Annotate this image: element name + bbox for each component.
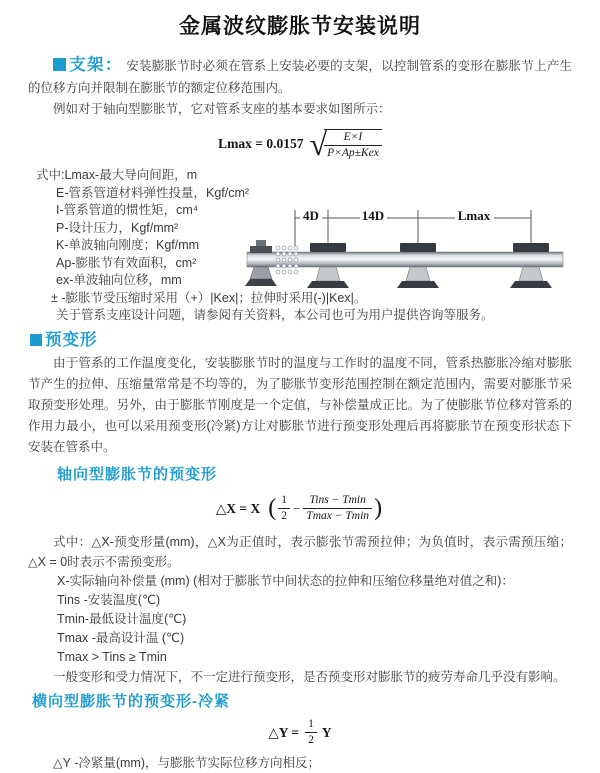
support-section-heading [53, 56, 122, 74]
temp-numerator: Tins − Tmin [303, 494, 372, 509]
formula-lateral [0, 715, 600, 751]
dim-label-4d: 4D [303, 208, 319, 223]
axial-item: Tmin-最低设计温度(℃) [57, 611, 187, 626]
axial-formula-lhs: △X = X [215, 500, 261, 516]
dim-label-lmax: Lmax [457, 208, 491, 223]
support-example-line: 例如对于轴向型膨胀节，它对管系支座的基本要求如图所示： [53, 102, 391, 116]
axial-note: 一般变形和受力情况下，不一定进行预变形，是否预变形对膨胀节的疲劳寿命几乎没有影响。 [53, 669, 566, 684]
predeform-section-heading [30, 329, 600, 351]
lateral-explanation: △Y -冷紧量(mm)，与膨胀节实际位移方向相反； [53, 755, 321, 770]
dimension-lines [295, 210, 531, 247]
definition-line: K-单波轴向刚度；Kgf/mm [56, 238, 200, 252]
radical-sign: √ [309, 126, 328, 162]
definition-line: Ap-膨胀节有效面积，cm² [56, 255, 197, 270]
half-denominator: 2 [281, 510, 287, 522]
definition-line: 式中:Lmax-最大导向间距，m [36, 168, 198, 182]
lateral-formula-lhs: △Y = [268, 724, 300, 740]
half-numerator: 1 [278, 494, 290, 509]
predeform-body: 由于管系的工作温度变化，安装膨胀节时的温度与工作时的温度不同，管系热膨胀冷缩对膨胀节产生的拉伸、压缩量常常是不均等的，为了膨胀节变形范围控制在额定范围内，需要对膨胀节采取预变形处理。另外，由于膨胀节刚度是一个定值，与补偿量成正比。为了使膨胀节位移对管系的作用力最小，也可以采用预变形(冷紧)方让对膨胀节进行预变形处理后再将膨胀节在预变形状态下安装在管系中。 [28, 355, 572, 454]
document-page [0, 12, 600, 770]
lateral-numerator: 1 [305, 718, 317, 733]
lmax-numerator: E×I [324, 131, 382, 146]
formula-lmax [0, 124, 600, 164]
lateral-subheading: 横向型膨胀节的预变形-冷紧 [32, 692, 230, 710]
axial-item: Tmax > Tins ≥ Tmin [57, 649, 167, 664]
axial-item: Tins -安装温度(℃) [57, 592, 161, 607]
minus-operator: − [293, 500, 301, 516]
axial-subheading: 轴向型膨胀节的预变形 [57, 465, 218, 483]
dim-label-14d: 14D [361, 208, 385, 223]
open-paren: ( [268, 495, 277, 521]
close-paren: ) [374, 495, 383, 521]
axial-variable-list [57, 572, 600, 667]
lateral-formula-rhs: Y [321, 724, 332, 740]
temperature-fraction [303, 494, 372, 523]
lateral-denominator: 2 [308, 734, 314, 746]
definition-line: E-管系管道材料弹性投量，Kgf/cm² [56, 185, 250, 200]
definition-line: P-设计压力，Kgf/mm² [56, 220, 179, 235]
axial-explanation: 式中：△X-预变形量(mm)，△X为正值时，表示膨张节需预拉伸；为负值时，表示需预压缩；△X = 0时表示不需预变形。 [28, 534, 572, 569]
pipe-support-diagram [243, 202, 578, 302]
lateral-half-fraction [305, 718, 317, 747]
section-bullet-icon [30, 334, 42, 346]
page-title: 金属波纹膨胀节安装说明 [179, 15, 421, 38]
definition-line: I-管系管道的惯性矩，cm⁴ [56, 203, 199, 217]
temp-denominator: Tmax − Tmin [306, 510, 370, 522]
support-intro-text: 安装膨胀节时必须在管系上安装必要的支架，以控制管系的变形在膨胀节上产生的位移方向并限制在膨胀节的额定位移范围内。 [28, 59, 572, 95]
definition-line: 关于管系支座设计问题，请参阅有关资料，本公司也可为用户提供咨询等服务。 [56, 308, 494, 322]
predeform-heading-label: 预变形 [45, 330, 98, 349]
formula-lmax-lhs: Lmax = 0.0157 [218, 136, 304, 151]
section-bullet-icon [53, 58, 66, 71]
axial-item: X-实际轴向补偿量 (mm) (相对于膨胀节中间状态的拉伸和压缩位移量绝对值之和)： [57, 573, 514, 588]
lmax-fraction [324, 131, 382, 160]
half-fraction [278, 494, 290, 523]
formula-axial [0, 488, 600, 530]
definition-line: ex-单波轴向位移，mm [56, 273, 182, 287]
lmax-denominator: P×Ap±Kex [327, 146, 379, 159]
definition-line: ± -膨胀节受压缩时采用（+）|Kex|；拉伸时采用(-)|Kex|。 [51, 290, 367, 305]
axial-item: Tmax -最高设计温 (℃) [57, 630, 185, 645]
support-paragraph [28, 54, 572, 99]
radical-body [324, 129, 382, 160]
support-heading-label: 支架： [69, 56, 123, 74]
